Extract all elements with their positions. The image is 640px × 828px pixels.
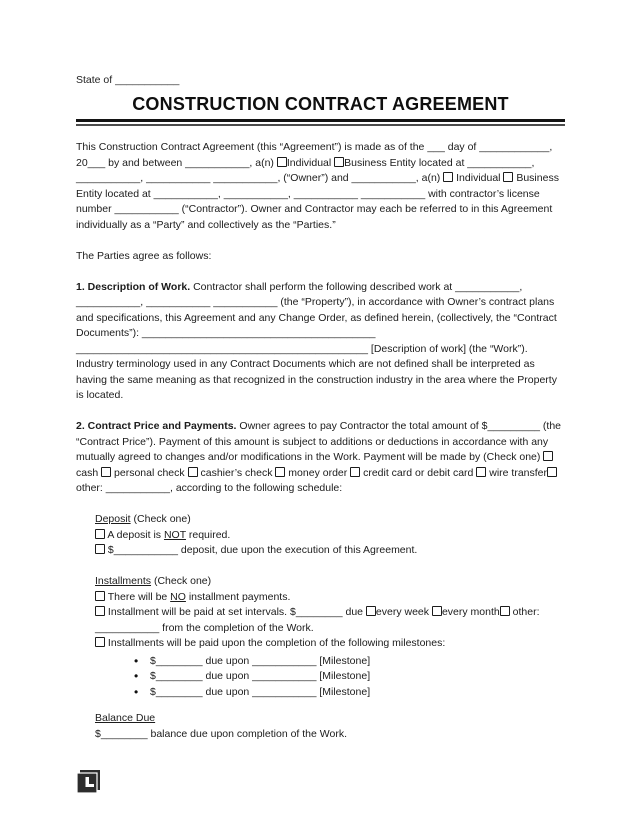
underlined-text: Deposit xyxy=(95,513,131,525)
document-title: CONSTRUCTION CONTRACT AGREEMENT xyxy=(132,94,509,114)
checkbox[interactable] xyxy=(543,451,553,461)
checkbox[interactable] xyxy=(547,467,557,477)
text-run: Individual xyxy=(286,156,335,169)
underlined-text: NOT xyxy=(163,528,186,541)
legal-templates-logo xyxy=(76,769,101,794)
text-run: A deposit is xyxy=(105,528,164,541)
checkbox[interactable] xyxy=(334,157,344,167)
checkbox[interactable] xyxy=(476,467,486,477)
text-run: wire transfer xyxy=(486,466,547,479)
text-run: other: ___________ from the completion of the Work. xyxy=(95,606,540,634)
milestone-item: • $________ due upon ___________ [Milestone] xyxy=(76,685,565,701)
text-run: Owner agrees to pay Contractor the total amount of $_________ (the “Contract Price”). Payment of this amount is subject to additions or deductions in accordance with any mutually agreed to changes and/or modifications in the Work. Payment will be made by (Check one) xyxy=(76,420,562,463)
text-run: (Check one) xyxy=(151,575,212,587)
text-run: installment payments. xyxy=(185,590,291,603)
checkbox[interactable] xyxy=(95,529,105,539)
checkbox[interactable] xyxy=(95,591,105,601)
installments-block xyxy=(95,574,565,652)
text-run: every month xyxy=(441,606,500,618)
state-of-field: State of ___________ xyxy=(76,74,180,86)
contract-document xyxy=(76,74,565,742)
text-run: Business Entity located at ___________, ___________, ___________ ___________, (“Owner”) and ___________, a(n) xyxy=(76,156,535,184)
text-run: $___________ deposit, due upon the execution of this Agreement. xyxy=(105,544,418,556)
title-divider xyxy=(76,119,565,126)
checkbox[interactable] xyxy=(350,467,360,477)
deposit-option xyxy=(95,543,565,559)
text-run: other: ___________, according to the following schedule: xyxy=(76,482,343,494)
bold-text: 1. Description of Work. xyxy=(76,280,191,293)
checkbox[interactable] xyxy=(366,606,376,616)
checkbox[interactable] xyxy=(95,544,105,554)
underlined-text: Balance Due xyxy=(95,712,156,724)
text-run: Business Entity located at ___________, ___________, ___________ ___________ with contractor’s license number ___________ (“Contractor”). Owner and Contractor may each be referred to in this Agreement individually as a “Party” and collectively as the “Parties.” xyxy=(76,172,559,231)
text-run: personal check xyxy=(111,466,188,479)
milestone-item: • $________ due upon ___________ [Milestone] xyxy=(76,669,565,685)
balance-due-block xyxy=(95,711,565,742)
checkbox[interactable] xyxy=(277,157,287,167)
text-run: Individual xyxy=(453,172,504,184)
installment-options xyxy=(95,590,565,652)
checkbox[interactable] xyxy=(503,172,513,182)
text-run: required. xyxy=(185,528,231,541)
balance-due-line: $________ balance due upon completion of the Work. xyxy=(95,727,347,740)
deposit-options xyxy=(95,528,565,559)
checkbox[interactable] xyxy=(500,606,510,616)
milestone-item: • $________ due upon ___________ [Milestone] xyxy=(76,654,565,670)
text-run: Installments will be paid upon the completion of the following milestones: xyxy=(105,637,446,649)
underlined-text: Installments xyxy=(95,575,152,587)
deposit-heading xyxy=(95,512,565,528)
installments-heading xyxy=(95,574,565,590)
deposit-block xyxy=(95,512,565,559)
checkbox[interactable] xyxy=(443,172,453,182)
bold-text: 2. Contract Price and Payments. xyxy=(76,420,237,432)
checkbox[interactable] xyxy=(432,606,442,616)
checkbox[interactable] xyxy=(95,606,105,616)
installment-option xyxy=(95,636,565,652)
checkbox[interactable] xyxy=(95,637,105,647)
installment-option xyxy=(95,590,565,606)
text-run: This Construction Contract Agreement (this “Agreement”) is made as of the ___ day of ____________, 20___ by and between ___________, a(n) xyxy=(76,141,553,169)
text-run: There will be xyxy=(105,590,171,603)
deposit-option xyxy=(95,528,565,544)
parties-agree-line: The Parties agree as follows: xyxy=(76,249,212,262)
intro-paragraph xyxy=(76,140,565,233)
section-2-contract-price xyxy=(76,419,565,497)
text-run: cashier’s check xyxy=(197,466,276,479)
text-run: money order xyxy=(285,466,351,479)
milestone-list xyxy=(76,654,565,701)
section-1-description-of-work xyxy=(76,280,565,404)
checkbox[interactable] xyxy=(101,467,111,477)
checkbox[interactable] xyxy=(275,467,285,477)
text-run: cash xyxy=(76,466,102,479)
installment-option xyxy=(95,605,565,636)
balance-due-heading xyxy=(95,711,565,727)
checkbox[interactable] xyxy=(188,467,198,477)
text-run: credit card or debit card xyxy=(360,466,477,479)
text-run: (Check one) xyxy=(130,513,191,525)
text-run: Installment will be paid at set intervals. $________ due xyxy=(105,606,366,618)
text-run: Contractor shall perform the following described work at ___________, ___________, ___________ ___________ (the “Property”), in accordance with Owner’s contract plans and specifications, this Agreement and any Change Order, as defined herein, (collectively, the “Contract Documents”): ________________________________________ __________________________________________________ [Description of work] (the “Work”). Industry terminology used in any Contract Documents which are not defined shall be interpreted as having the same meaning as that recognized in the construction industry in the area where the Property is located. xyxy=(76,280,557,401)
text-run: every week xyxy=(375,606,432,618)
underlined-text: NO xyxy=(170,590,186,603)
